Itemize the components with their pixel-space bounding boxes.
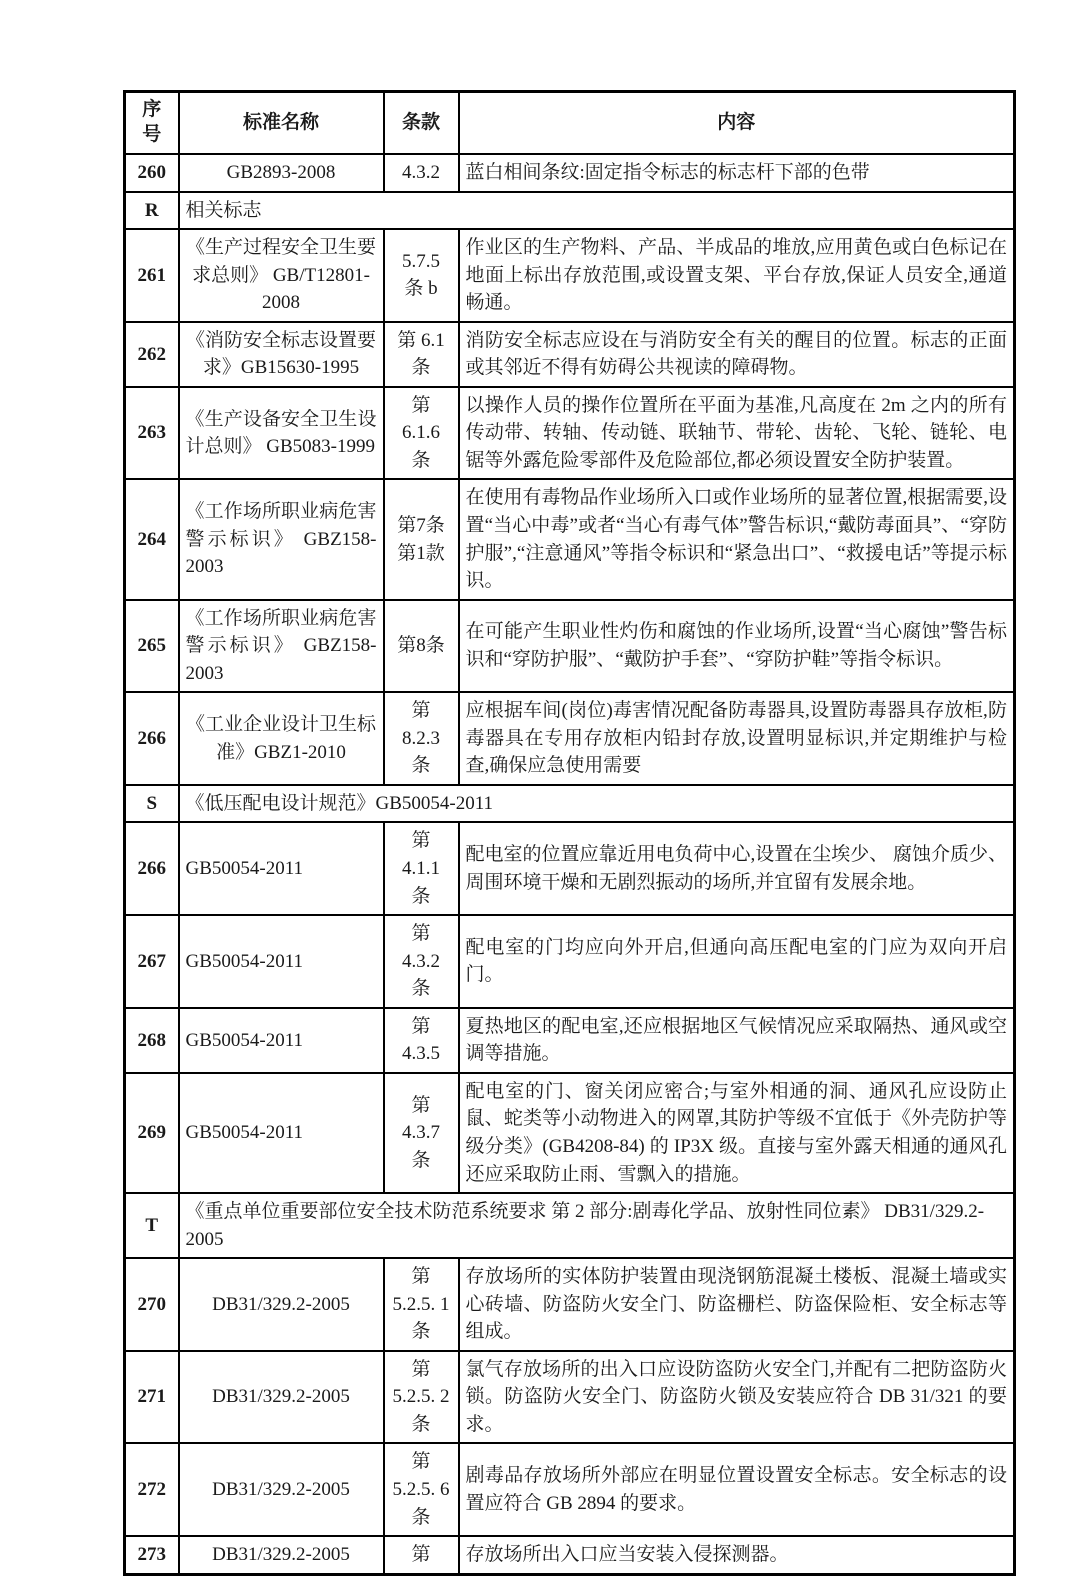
content-cell: 配电室的位置应靠近用电负荷中心,设置在尘埃少、 腐蚀介质少、周围环境干燥和无剧烈振动的场所,并宜留有发展余地。	[459, 822, 1015, 915]
standard-name-cell: 《消防安全标志设置要求》GB15630-1995	[179, 322, 384, 387]
header-serial-label: 序号	[142, 98, 162, 145]
row-serial-number: 265	[125, 600, 179, 693]
standard-name-cell: DB31/329.2-2005	[179, 1351, 384, 1444]
content-cell: 作业区的生产物料、产品、半成品的堆放,应用黄色或白色标记在地面上标出存放范围,或设置支架、平台存放,保证人员安全,通道畅通。	[459, 229, 1015, 322]
standard-name-cell: 《生产设备安全卫生设计总则》 GB5083-1999	[179, 387, 384, 480]
standard-name-cell: 《工作场所职业病危害警示标识》 GBZ158-2003	[179, 479, 384, 599]
content-cell: 存放场所出入口应当安装入侵探测器。	[459, 1536, 1015, 1574]
standard-name-cell: 《工业企业设计卫生标准》GBZ1-2010	[179, 692, 384, 785]
row-serial-number: 264	[125, 479, 179, 599]
row-serial-number: 273	[125, 1536, 179, 1574]
standard-name-cell: GB50054-2011	[179, 822, 384, 915]
standard-name-cell: DB31/329.2-2005	[179, 1258, 384, 1351]
row-serial-number: 272	[125, 1443, 179, 1536]
standard-name-cell: GB2893-2008	[179, 154, 384, 192]
row-serial-number: 266	[125, 692, 179, 785]
row-serial-number: 266	[125, 822, 179, 915]
table-row	[125, 229, 1015, 322]
clause-cell: 第8条	[384, 600, 459, 693]
row-serial-number: 268	[125, 1008, 179, 1073]
clause-cell: 第 6.1.6 条	[384, 387, 459, 480]
section-row	[125, 192, 1015, 230]
header-col-serial	[125, 92, 179, 155]
row-serial-number: 263	[125, 387, 179, 480]
section-row	[125, 785, 1015, 823]
clause-cell: 第	[384, 1536, 459, 1574]
content-cell: 配电室的门、窗关闭应密合;与室外相通的洞、通风孔应设防止鼠、蛇类等小动物进入的网罩,其防护等级不宜低于《外壳防护等级分类》(GB4208-84) 的 IP3X 级。直接与室外露天相通的通风孔还应采取防止雨、雪飘入的措施。	[459, 1073, 1015, 1193]
table-header-row	[125, 92, 1015, 155]
content-cell: 配电室的门均应向外开启,但通向高压配电室的门应为双向开启门。	[459, 915, 1015, 1008]
table-row	[125, 600, 1015, 693]
table-row	[125, 322, 1015, 387]
table-row	[125, 479, 1015, 599]
standard-name-cell: GB50054-2011	[179, 1008, 384, 1073]
content-cell: 应根据车间(岗位)毒害情况配备防毒器具,设置防毒器具存放柜,防毒器具在专用存放柜内铅封存放,设置明显标识,并定期维护与检查,确保应急使用需要	[459, 692, 1015, 785]
standard-name-cell: DB31/329.2-2005	[179, 1443, 384, 1536]
table-row	[125, 1536, 1015, 1574]
content-cell: 在可能产生职业性灼伤和腐蚀的作业场所,设置“当心腐蚀”警告标识和“穿防护服”、“戴防护手套”、“穿防护鞋”等指令标识。	[459, 600, 1015, 693]
table-row	[125, 1258, 1015, 1351]
clause-cell: 第 5.2.5. 2条	[384, 1351, 459, 1444]
table-row	[125, 692, 1015, 785]
standard-name-cell: DB31/329.2-2005	[179, 1536, 384, 1574]
row-serial-number: 260	[125, 154, 179, 192]
section-row	[125, 1193, 1015, 1258]
clause-cell: 第 5.2.5. 1条	[384, 1258, 459, 1351]
row-serial-number: 262	[125, 322, 179, 387]
section-title: 《重点单位重要部位安全技术防范系统要求 第 2 部分:剧毒化学品、放射性同位素》 DB31/329.2-2005	[179, 1193, 1015, 1258]
standard-name-cell: GB50054-2011	[179, 915, 384, 1008]
standard-name-cell: 《生产过程安全卫生要求总则》 GB/T12801-2008	[179, 229, 384, 322]
clause-cell: 第 8.2.3 条	[384, 692, 459, 785]
clause-cell: 4.3.2	[384, 154, 459, 192]
table-row	[125, 387, 1015, 480]
content-cell: 消防安全标志应设在与消防安全有关的醒目的位置。标志的正面或其邻近不得有妨碍公共视读的障碍物。	[459, 322, 1015, 387]
clause-cell: 第 5.2.5. 6条	[384, 1443, 459, 1536]
row-serial-number: 267	[125, 915, 179, 1008]
clause-cell: 第 4.3.2 条	[384, 915, 459, 1008]
header-col-content: 内容	[459, 92, 1015, 155]
table-row	[125, 154, 1015, 192]
header-col-standard-name: 标准名称	[179, 92, 384, 155]
content-cell: 夏热地区的配电室,还应根据地区气候情况应采取隔热、通风或空调等措施。	[459, 1008, 1015, 1073]
table-row	[125, 915, 1015, 1008]
row-serial-number: R	[125, 192, 179, 230]
clause-cell: 5.7.5 条 b	[384, 229, 459, 322]
table-row	[125, 1073, 1015, 1193]
content-cell: 蓝白相间条纹:固定指令标志的标志杆下部的色带	[459, 154, 1015, 192]
table-row	[125, 1443, 1015, 1536]
row-serial-number: T	[125, 1193, 179, 1258]
section-title: 相关标志	[179, 192, 1015, 230]
content-cell: 剧毒品存放场所外部应在明显位置设置安全标志。安全标志的设置应符合 GB 2894 的要求。	[459, 1443, 1015, 1536]
content-cell: 在使用有毒物品作业场所入口或作业场所的显著位置,根据需要,设置“当心中毒”或者“当心有毒气体”警告标识,“戴防毒面具”、“穿防护服”,“注意通风”等指令标识和“紧急出口”、“救援电话”等提示标识。	[459, 479, 1015, 599]
clause-cell: 第 4.1.1 条	[384, 822, 459, 915]
row-serial-number: 270	[125, 1258, 179, 1351]
table-row	[125, 1008, 1015, 1073]
clause-cell: 第7条 第1款	[384, 479, 459, 599]
clause-cell: 第 6.1 条	[384, 322, 459, 387]
table-body	[125, 154, 1015, 1574]
content-cell: 以操作人员的操作位置所在平面为基准,凡高度在 2m 之内的所有传动带、转轴、传动链、联轴节、带轮、齿轮、飞轮、链轮、电锯等外露危险零部件及危险部位,都必须设置安全防护装置。	[459, 387, 1015, 480]
table-row	[125, 822, 1015, 915]
row-serial-number: 269	[125, 1073, 179, 1193]
content-cell: 氯气存放场所的出入口应设防盗防火安全门,并配有二把防盗防火锁。防盗防火安全门、防盗防火锁及安装应符合 DB 31/321 的要求。	[459, 1351, 1015, 1444]
clause-cell: 第 4.3.5	[384, 1008, 459, 1073]
content-cell: 存放场所的实体防护装置由现浇钢筋混凝土楼板、混凝土墙或实心砖墙、防盗防火安全门、防盗栅栏、防盗保险柜、安全标志等组成。	[459, 1258, 1015, 1351]
standard-name-cell: 《工作场所职业病危害警示标识》 GBZ158-2003	[179, 600, 384, 693]
row-serial-number: 271	[125, 1351, 179, 1444]
clause-cell: 第 4.3.7 条	[384, 1073, 459, 1193]
standard-name-cell: GB50054-2011	[179, 1073, 384, 1193]
row-serial-number: S	[125, 785, 179, 823]
header-col-clause: 条款	[384, 92, 459, 155]
section-title: 《低压配电设计规范》GB50054-2011	[179, 785, 1015, 823]
row-serial-number: 261	[125, 229, 179, 322]
table-row	[125, 1351, 1015, 1444]
standards-table	[123, 90, 1016, 1576]
